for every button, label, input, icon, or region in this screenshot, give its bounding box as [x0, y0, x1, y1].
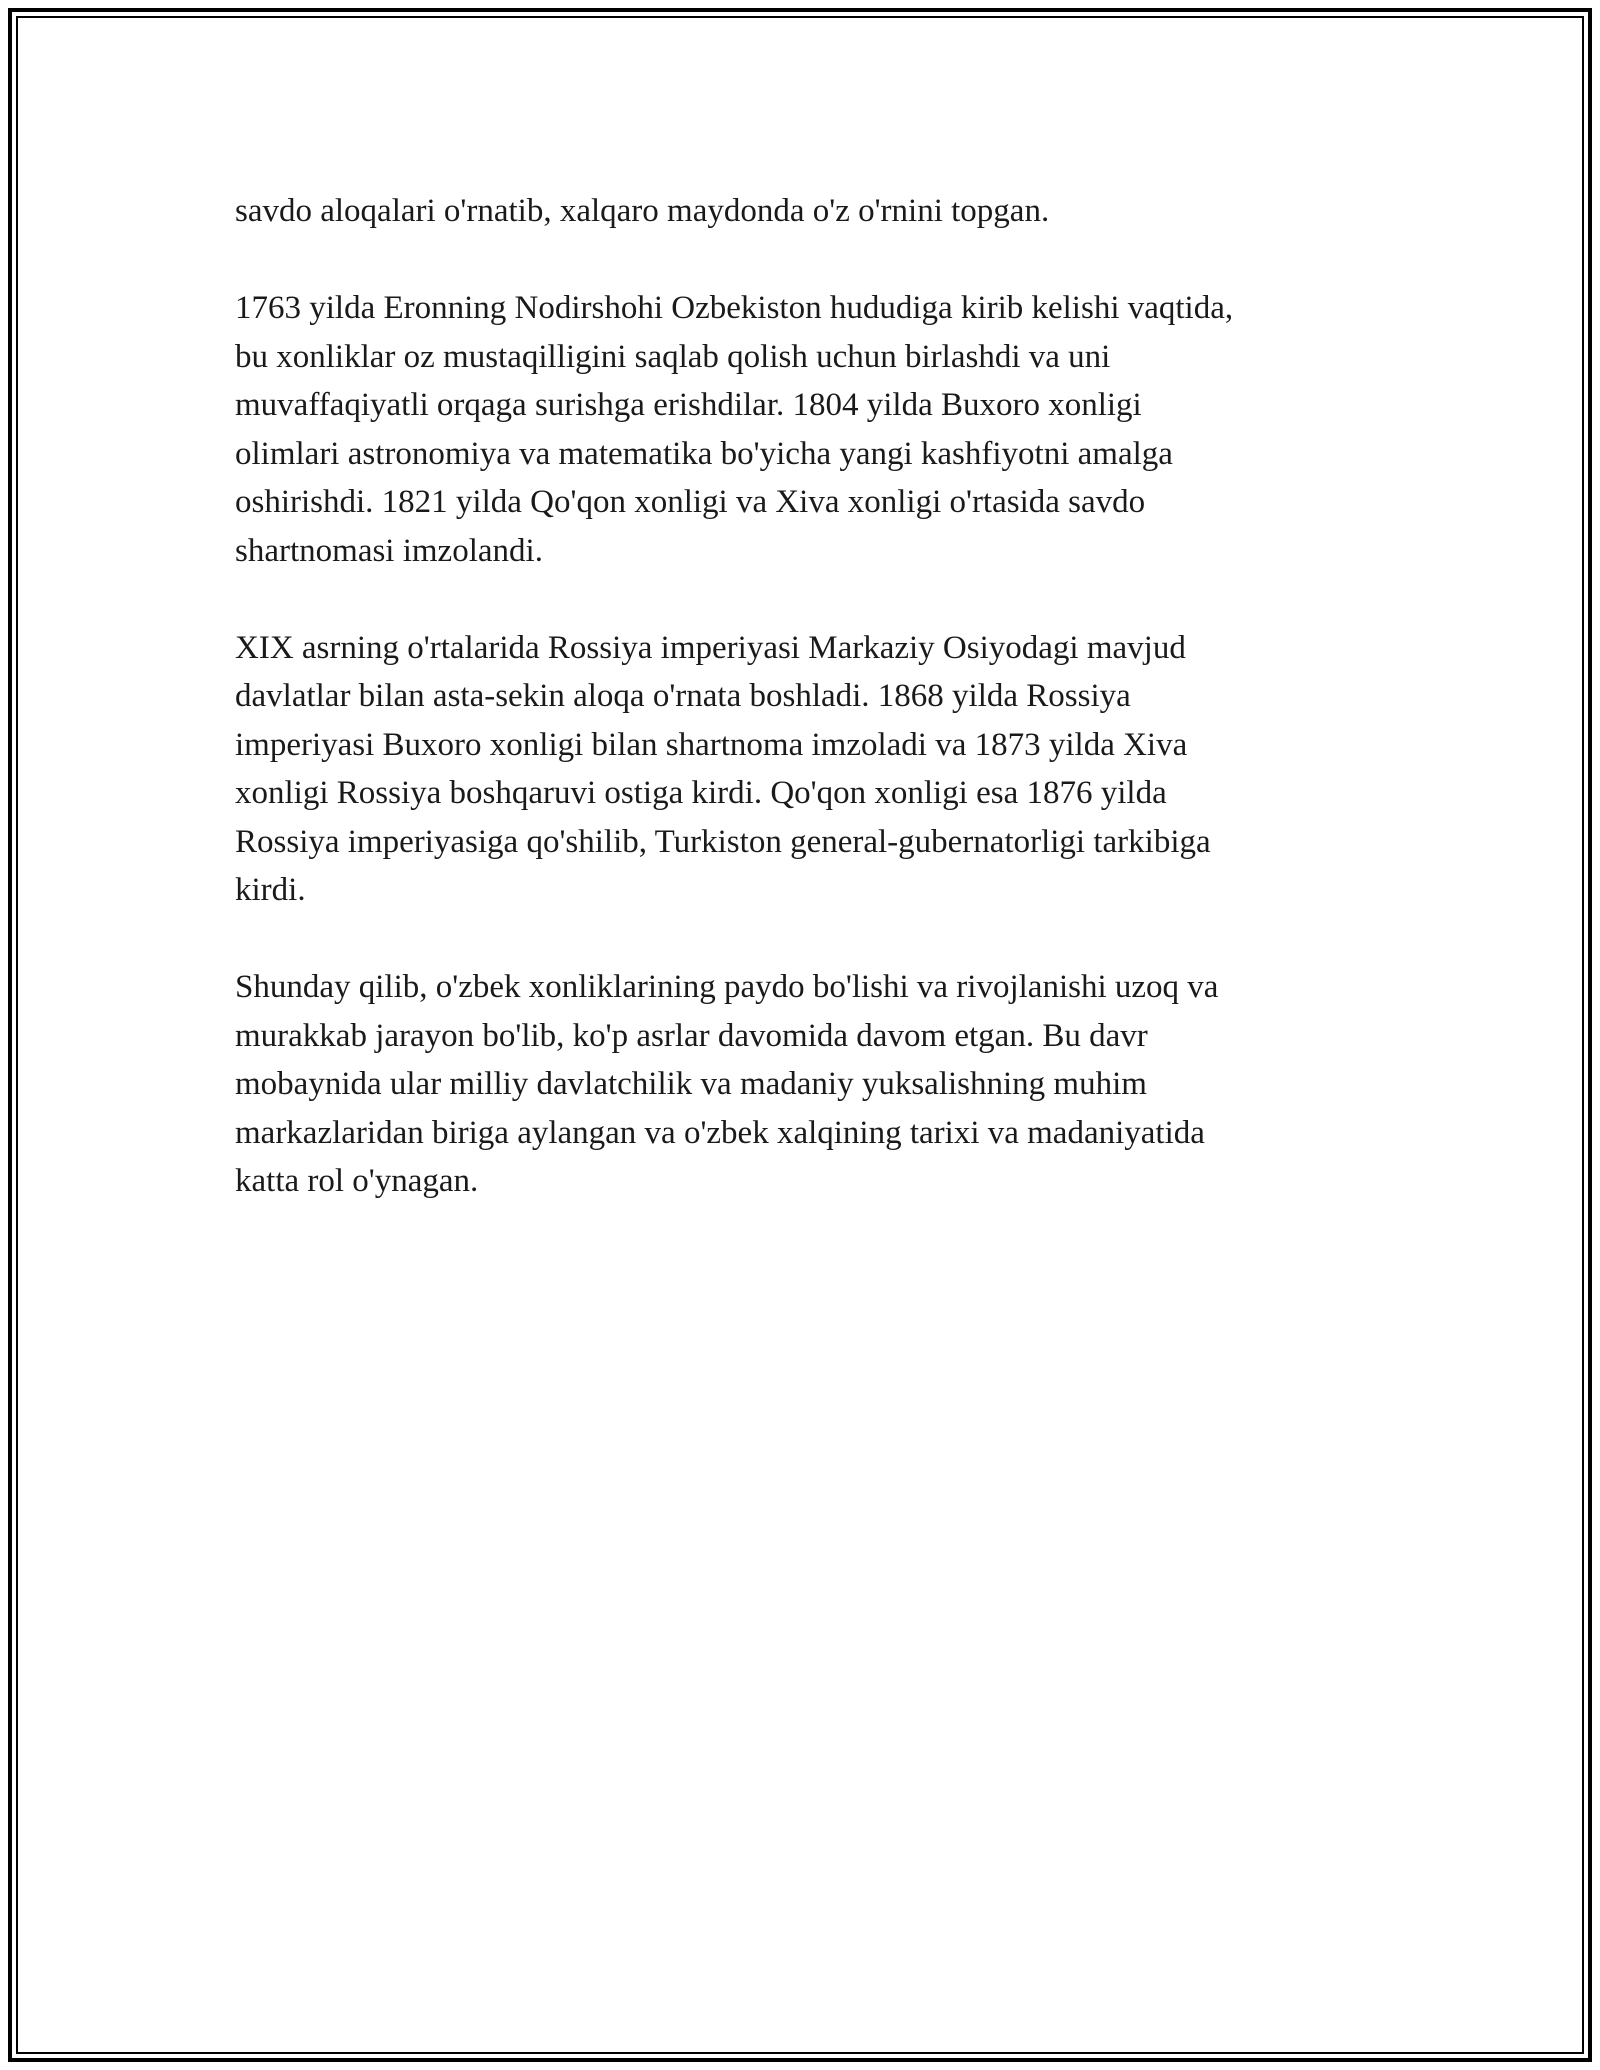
document-body [235, 187, 1365, 1254]
text-line: katta rol o'ynagan. [235, 1163, 479, 1199]
text-line: xonligi Rossiya boshqaruvi ostiga kirdi. Qo'qon xonligi esa 1876 yilda [235, 775, 1167, 811]
text-line: oshirishdi. 1821 yilda Qo'qon xonligi va Xiva xonligi o'rtasida savdo [235, 484, 1146, 520]
text-line: olimlari astronomiya va matematika bo'yicha yangi kashfiyotni amalga [235, 435, 1173, 472]
text-line: Shunday qilib, o'zbek xonliklarining paydo bo'lishi va rivojlanishi uzoq va [235, 969, 1219, 1005]
paragraph-2 [235, 284, 1365, 575]
paragraph-4 [235, 963, 1365, 1206]
text-line: muvaffaqiyatli orqaga surishga erishdilar. 1804 yilda Buxoro xonligi [235, 387, 1142, 423]
paragraph-1 [235, 187, 1365, 236]
text-line: kirdi. [235, 872, 306, 908]
text-line: mobaynida ular milliy davlatchilik va madaniy yuksalishning muhim [235, 1066, 1147, 1102]
text-line: davlatlar bilan asta-sekin aloqa o'rnata boshladi. 1868 yilda Rossiya [235, 678, 1131, 714]
text-line: bu xonliklar oz mustaqilligini saqlab qolish uchun birlashdi va uni [235, 338, 1111, 375]
text-line: murakkab jarayon bo'lib, ko'p asrlar davomida davom etgan. Bu davr [235, 1017, 1148, 1054]
text-line: 1763 yilda Eronning Nodirshohi Ozbekiston hududiga kirib kelishi vaqtida, [235, 290, 1234, 326]
text-line: shartnomasi imzolandi. [235, 532, 543, 569]
text-line: imperiyasi Buxoro xonligi bilan shartnoma imzoladi va 1873 yilda Xiva [235, 726, 1188, 763]
text-line: Rossiya imperiyasiga qo'shilib, Turkiston general-gubernatorligi tarkibiga [235, 823, 1211, 860]
text-line: XIX asrning o'rtalarida Rossiya imperiyasi Markaziy Osiyodagi mavjud [235, 629, 1186, 666]
text-line: savdo aloqalari o'rnatib, xalqaro maydonda o'z o'rnini topgan. [235, 193, 1050, 229]
text-line: markazlaridan biriga aylangan va o'zbek xalqining tarixi va madaniyatida [235, 1114, 1205, 1151]
paragraph-3 [235, 624, 1365, 915]
